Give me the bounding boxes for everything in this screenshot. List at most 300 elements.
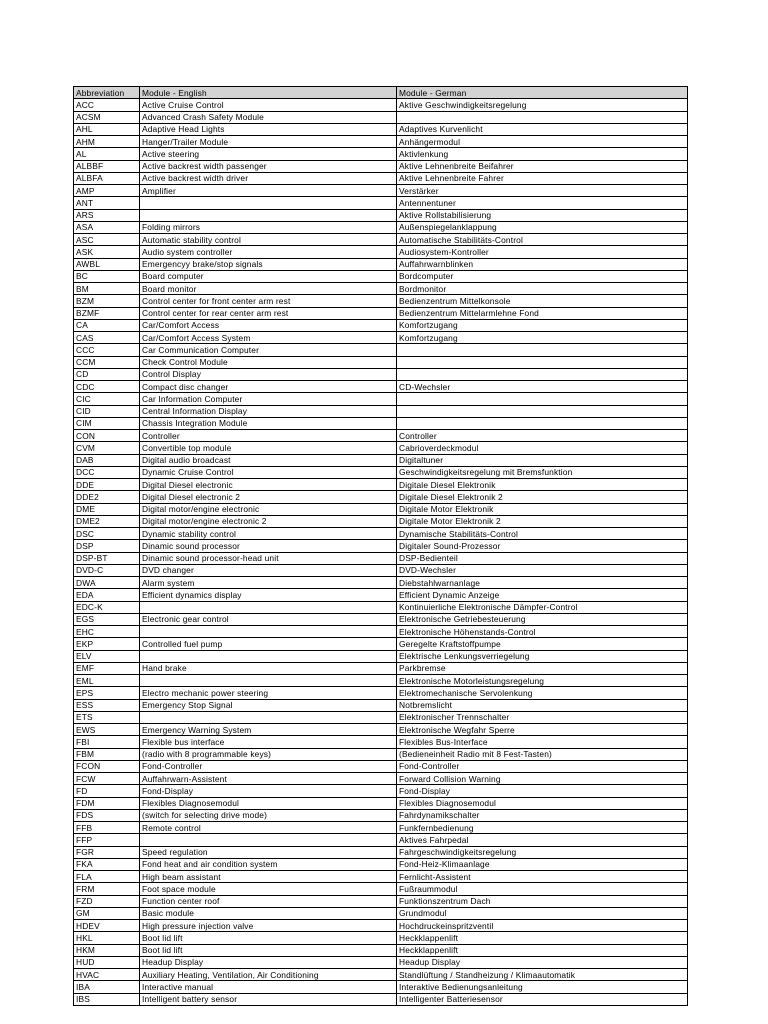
table-row: [74, 981, 688, 993]
cell-abbreviation: CON: [74, 430, 140, 442]
table-row: [74, 846, 688, 858]
cell-abbreviation: FDM: [74, 797, 140, 809]
table-row: [74, 368, 688, 380]
cell-module-english: Fond-Controller: [140, 760, 397, 772]
cell-module-german: Hochdruckeinspritzventil: [397, 920, 688, 932]
table-row: [74, 307, 688, 319]
table-row: [74, 172, 688, 184]
cell-module-english: Intelligent battery sensor: [140, 993, 397, 1005]
cell-module-english: Folding mirrors: [140, 221, 397, 233]
cell-module-german: Elektronischer Trennschalter: [397, 711, 688, 723]
cell-module-german: Antennentuner: [397, 197, 688, 209]
table-row: [74, 626, 688, 638]
cell-module-english: Dynamic stability control: [140, 528, 397, 540]
cell-module-english: [140, 675, 397, 687]
cell-module-german: Dynamische Stabilitäts-Control: [397, 528, 688, 540]
cell-module-german: [397, 417, 688, 429]
cell-module-german: Intelligenter Batteriesensor: [397, 993, 688, 1005]
cell-abbreviation: BC: [74, 270, 140, 282]
table-row: [74, 515, 688, 527]
cell-module-english: Check Control Module: [140, 356, 397, 368]
cell-abbreviation: AL: [74, 148, 140, 160]
table-row: [74, 136, 688, 148]
cell-module-english: Convertible top module: [140, 442, 397, 454]
cell-abbreviation: AHL: [74, 123, 140, 135]
cell-abbreviation: BZMF: [74, 307, 140, 319]
cell-module-german: DSP-Bedienteil: [397, 552, 688, 564]
header-abbreviation: Abbreviation: [74, 87, 140, 99]
cell-module-english: Audio system controller: [140, 246, 397, 258]
cell-module-english: Fond-Display: [140, 785, 397, 797]
cell-abbreviation: ALBFA: [74, 172, 140, 184]
cell-abbreviation: DWA: [74, 577, 140, 589]
table-row: [74, 920, 688, 932]
cell-module-english: Active Cruise Control: [140, 99, 397, 111]
cell-abbreviation: DSC: [74, 528, 140, 540]
cell-abbreviation: FBI: [74, 736, 140, 748]
cell-module-german: Geregelte Kraftstoffpumpe: [397, 638, 688, 650]
table-row: [74, 209, 688, 221]
cell-module-german: Adaptives Kurvenlicht: [397, 123, 688, 135]
cell-module-german: Grundmodul: [397, 907, 688, 919]
table-row: [74, 662, 688, 674]
table-row: [74, 577, 688, 589]
cell-module-english: [140, 197, 397, 209]
cell-module-english: Dinamic sound processor-head unit: [140, 552, 397, 564]
cell-abbreviation: DME2: [74, 515, 140, 527]
cell-module-english: Auffahrwarn-Assistent: [140, 773, 397, 785]
cell-abbreviation: DCC: [74, 466, 140, 478]
cell-module-english: Boot lid lift: [140, 932, 397, 944]
cell-module-german: Heckklappenlift: [397, 944, 688, 956]
cell-module-german: Geschwindigkeitsregelung mit Bremsfunktion: [397, 466, 688, 478]
table-row: [74, 160, 688, 172]
cell-module-german: Aktivlenkung: [397, 148, 688, 160]
cell-module-german: Notbremslicht: [397, 699, 688, 711]
cell-module-german: Elektronische Höhenstands-Control: [397, 626, 688, 638]
cell-module-german: Kontinuierliche Elektronische Dämpfer-Control: [397, 601, 688, 613]
cell-module-english: Active backrest width driver: [140, 172, 397, 184]
cell-module-german: Forward Collision Warning: [397, 773, 688, 785]
table-row: [74, 332, 688, 344]
cell-module-english: Digital motor/engine electronic 2: [140, 515, 397, 527]
table-row: [74, 197, 688, 209]
table-row: [74, 773, 688, 785]
cell-abbreviation: DDE2: [74, 491, 140, 503]
cell-module-english: Interactive manual: [140, 981, 397, 993]
cell-module-english: Flexible bus interface: [140, 736, 397, 748]
cell-abbreviation: AWBL: [74, 258, 140, 270]
table-row: [74, 834, 688, 846]
table-header: [74, 87, 688, 99]
cell-module-english: Fond heat and air condition system: [140, 858, 397, 870]
cell-module-german: DVD-Wechsler: [397, 564, 688, 576]
cell-module-english: Control center for rear center arm rest: [140, 307, 397, 319]
table-row: [74, 442, 688, 454]
cell-module-german: Heckklappenlift: [397, 932, 688, 944]
table-row: [74, 491, 688, 503]
cell-abbreviation: CCM: [74, 356, 140, 368]
cell-module-english: High beam assistant: [140, 871, 397, 883]
cell-module-german: Funkfernbedienung: [397, 822, 688, 834]
cell-abbreviation: DVD-C: [74, 564, 140, 576]
cell-module-english: Hand brake: [140, 662, 397, 674]
cell-module-german: Flexibles Diagnosemodul: [397, 797, 688, 809]
table-row: [74, 699, 688, 711]
cell-abbreviation: ETS: [74, 711, 140, 723]
table-row: [74, 356, 688, 368]
table-row: [74, 711, 688, 723]
cell-module-english: Car Communication Computer: [140, 344, 397, 356]
cell-abbreviation: ASK: [74, 246, 140, 258]
cell-module-german: Fahrgeschwindigkeitsregelung: [397, 846, 688, 858]
cell-abbreviation: EML: [74, 675, 140, 687]
cell-abbreviation: FRM: [74, 883, 140, 895]
table-row: [74, 956, 688, 968]
cell-module-german: Bordcomputer: [397, 270, 688, 282]
cell-module-german: Anhängermodul: [397, 136, 688, 148]
cell-module-english: Headup Display: [140, 956, 397, 968]
cell-module-german: Elektrische Lenkungsverriegelung: [397, 650, 688, 662]
table-row: [74, 234, 688, 246]
table-row: [74, 871, 688, 883]
cell-abbreviation: FDS: [74, 809, 140, 821]
table-row: [74, 185, 688, 197]
table-row: [74, 736, 688, 748]
cell-abbreviation: EGS: [74, 613, 140, 625]
table-row: [74, 270, 688, 282]
table-row: [74, 993, 688, 1005]
cell-module-english: Emergencyy brake/stop signals: [140, 258, 397, 270]
table-row: [74, 552, 688, 564]
table-row: [74, 613, 688, 625]
cell-abbreviation: DSP-BT: [74, 552, 140, 564]
cell-abbreviation: ALBBF: [74, 160, 140, 172]
cell-module-english: Car/Comfort Access System: [140, 332, 397, 344]
table-row: [74, 687, 688, 699]
cell-module-german: Digitale Motor Elektronik 2: [397, 515, 688, 527]
cell-abbreviation: FLA: [74, 871, 140, 883]
cell-module-german: Fond-Controller: [397, 760, 688, 772]
table-row: [74, 528, 688, 540]
cell-abbreviation: FCON: [74, 760, 140, 772]
cell-module-english: Dinamic sound processor: [140, 540, 397, 552]
cell-abbreviation: FZD: [74, 895, 140, 907]
cell-module-german: [397, 344, 688, 356]
table-row: [74, 785, 688, 797]
cell-module-english: Board monitor: [140, 283, 397, 295]
cell-module-german: Digitale Diesel Elektronik 2: [397, 491, 688, 503]
cell-module-english: Speed regulation: [140, 846, 397, 858]
cell-abbreviation: BM: [74, 283, 140, 295]
cell-module-english: Central Information Display: [140, 405, 397, 417]
table-row: [74, 295, 688, 307]
table-row: [74, 797, 688, 809]
cell-abbreviation: ACSM: [74, 111, 140, 123]
cell-abbreviation: IBA: [74, 981, 140, 993]
cell-module-german: Fond-Display: [397, 785, 688, 797]
cell-abbreviation: EKP: [74, 638, 140, 650]
cell-module-english: Digital Diesel electronic: [140, 479, 397, 491]
cell-abbreviation: EDA: [74, 589, 140, 601]
cell-module-german: Standlüftung / Standheizung / Klimaautomatik: [397, 969, 688, 981]
table-row: [74, 883, 688, 895]
table-row: [74, 381, 688, 393]
cell-module-english: Control Display: [140, 368, 397, 380]
cell-module-german: Elektronische Motorleistungsregelung: [397, 675, 688, 687]
table-row: [74, 895, 688, 907]
cell-module-english: [140, 650, 397, 662]
table-row: [74, 748, 688, 760]
cell-module-english: Function center roof: [140, 895, 397, 907]
cell-module-german: Elektromechanische Servolenkung: [397, 687, 688, 699]
cell-module-english: Car Information Computer: [140, 393, 397, 405]
table-row: [74, 111, 688, 123]
cell-module-german: Digitale Motor Elektronik: [397, 503, 688, 515]
table-row: [74, 430, 688, 442]
cell-abbreviation: ASC: [74, 234, 140, 246]
cell-module-english: Active backrest width passenger: [140, 160, 397, 172]
table-row: [74, 907, 688, 919]
cell-abbreviation: FKA: [74, 858, 140, 870]
table-row: [74, 564, 688, 576]
cell-module-german: Außenspiegelanklappung: [397, 221, 688, 233]
cell-abbreviation: HDEV: [74, 920, 140, 932]
cell-module-german: Diebstahlwarnanlage: [397, 577, 688, 589]
table-row: [74, 123, 688, 135]
table-row: [74, 319, 688, 331]
cell-abbreviation: EMF: [74, 662, 140, 674]
cell-module-german: Komfortzugang: [397, 319, 688, 331]
cell-abbreviation: GM: [74, 907, 140, 919]
cell-abbreviation: CID: [74, 405, 140, 417]
cell-module-english: [140, 711, 397, 723]
cell-module-english: High pressure injection valve: [140, 920, 397, 932]
cell-module-german: Interaktive Bedienungsanleitung: [397, 981, 688, 993]
cell-module-german: Aktive Lehnenbreite Fahrer: [397, 172, 688, 184]
cell-abbreviation: CIM: [74, 417, 140, 429]
table-row: [74, 540, 688, 552]
cell-module-english: Chassis Integration Module: [140, 417, 397, 429]
cell-module-german: Bedienzentrum Mittelkonsole: [397, 295, 688, 307]
cell-abbreviation: EDC-K: [74, 601, 140, 613]
cell-module-german: Fernlicht-Assistent: [397, 871, 688, 883]
cell-module-german: CD-Wechsler: [397, 381, 688, 393]
cell-module-english: Electronic gear control: [140, 613, 397, 625]
cell-module-english: (radio with 8 programmable keys): [140, 748, 397, 760]
cell-abbreviation: IBS: [74, 993, 140, 1005]
table-row: [74, 393, 688, 405]
cell-abbreviation: ACC: [74, 99, 140, 111]
cell-module-english: Active steering: [140, 148, 397, 160]
cell-module-english: Digital audio broadcast: [140, 454, 397, 466]
table-row: [74, 589, 688, 601]
cell-module-english: Amplifier: [140, 185, 397, 197]
table-row: [74, 148, 688, 160]
cell-module-english: Controller: [140, 430, 397, 442]
cell-abbreviation: CCC: [74, 344, 140, 356]
cell-abbreviation: ASA: [74, 221, 140, 233]
cell-module-german: Automatische Stabilitäts-Control: [397, 234, 688, 246]
cell-module-german: Audiosystem-Kontroller: [397, 246, 688, 258]
cell-module-english: Car/Comfort Access: [140, 319, 397, 331]
cell-module-english: Controlled fuel pump: [140, 638, 397, 650]
cell-module-english: Efficient dynamics display: [140, 589, 397, 601]
cell-abbreviation: DAB: [74, 454, 140, 466]
cell-abbreviation: HVAC: [74, 969, 140, 981]
cell-abbreviation: FFP: [74, 834, 140, 846]
cell-module-english: Adaptive Head Lights: [140, 123, 397, 135]
cell-module-english: Emergency Warning System: [140, 724, 397, 736]
cell-module-german: Bordmonitor: [397, 283, 688, 295]
cell-module-english: Digital Diesel electronic 2: [140, 491, 397, 503]
cell-module-german: Elektronische Getriebesteuerung: [397, 613, 688, 625]
cell-module-german: Controller: [397, 430, 688, 442]
cell-abbreviation: FGR: [74, 846, 140, 858]
cell-module-english: Board computer: [140, 270, 397, 282]
table-row: [74, 969, 688, 981]
table-row: [74, 283, 688, 295]
cell-abbreviation: CIC: [74, 393, 140, 405]
cell-module-german: Digitaltuner: [397, 454, 688, 466]
cell-module-english: [140, 626, 397, 638]
cell-abbreviation: AMP: [74, 185, 140, 197]
cell-module-english: Emergency Stop Signal: [140, 699, 397, 711]
cell-module-german: [397, 356, 688, 368]
cell-module-german: Verstärker: [397, 185, 688, 197]
table-row: [74, 479, 688, 491]
table-row: [74, 822, 688, 834]
table-row: [74, 246, 688, 258]
table-row: [74, 454, 688, 466]
cell-module-english: Flexibles Diagnosemodul: [140, 797, 397, 809]
cell-module-english: Remote control: [140, 822, 397, 834]
cell-module-german: Elektronische Wegfahr Sperre: [397, 724, 688, 736]
header-module-german: Module - German: [397, 87, 688, 99]
table-row: [74, 944, 688, 956]
cell-module-german: (Bedieneinheit Radio mit 8 Fest-Tasten): [397, 748, 688, 760]
cell-module-english: Auxiliary Heating, Ventilation, Air Conditioning: [140, 969, 397, 981]
cell-abbreviation: ARS: [74, 209, 140, 221]
table-row: [74, 221, 688, 233]
cell-module-german: Flexibles Bus-Interface: [397, 736, 688, 748]
cell-abbreviation: ELV: [74, 650, 140, 662]
cell-module-english: Control center for front center arm rest: [140, 295, 397, 307]
header-module-english: Module - English: [140, 87, 397, 99]
table-row: [74, 503, 688, 515]
cell-module-english: [140, 601, 397, 613]
cell-module-german: Fond-Heiz-Klimaanlage: [397, 858, 688, 870]
cell-module-german: Komfortzugang: [397, 332, 688, 344]
cell-module-english: Electro mechanic power steering: [140, 687, 397, 699]
cell-module-german: Aktive Geschwindigkeitsregelung: [397, 99, 688, 111]
cell-module-german: Cabrioverdeckmodul: [397, 442, 688, 454]
table-row: [74, 601, 688, 613]
cell-abbreviation: FFB: [74, 822, 140, 834]
cell-module-english: [140, 209, 397, 221]
cell-abbreviation: EWS: [74, 724, 140, 736]
table-row: [74, 417, 688, 429]
table-row: [74, 858, 688, 870]
cell-module-german: Parkbremse: [397, 662, 688, 674]
cell-abbreviation: ESS: [74, 699, 140, 711]
cell-abbreviation: AHM: [74, 136, 140, 148]
cell-module-english: Automatic stability control: [140, 234, 397, 246]
table-row: [74, 675, 688, 687]
cell-abbreviation: EPS: [74, 687, 140, 699]
cell-module-english: Basic module: [140, 907, 397, 919]
cell-abbreviation: CVM: [74, 442, 140, 454]
table-row: [74, 932, 688, 944]
table-row: [74, 405, 688, 417]
cell-module-german: Funktionszentrum Dach: [397, 895, 688, 907]
table-row: [74, 99, 688, 111]
cell-abbreviation: CAS: [74, 332, 140, 344]
cell-module-english: Foot space module: [140, 883, 397, 895]
table-body: [74, 99, 688, 1006]
cell-abbreviation: BZM: [74, 295, 140, 307]
cell-abbreviation: FCW: [74, 773, 140, 785]
cell-module-german: Aktives Fahrpedal: [397, 834, 688, 846]
cell-abbreviation: ANT: [74, 197, 140, 209]
cell-module-german: Efficient Dynamic Anzeige: [397, 589, 688, 601]
cell-module-german: Bedienzentrum Mittelarmlehne Fond: [397, 307, 688, 319]
cell-abbreviation: HKL: [74, 932, 140, 944]
table-row: [74, 650, 688, 662]
cell-module-english: Compact disc changer: [140, 381, 397, 393]
cell-module-german: [397, 111, 688, 123]
cell-module-german: [397, 405, 688, 417]
table-row: [74, 809, 688, 821]
cell-module-english: Dynamic Cruise Control: [140, 466, 397, 478]
cell-abbreviation: CD: [74, 368, 140, 380]
cell-module-english: (switch for selecting drive mode): [140, 809, 397, 821]
cell-module-english: DVD changer: [140, 564, 397, 576]
cell-module-german: Headup Display: [397, 956, 688, 968]
cell-module-english: Boot lid lift: [140, 944, 397, 956]
abbreviation-table: [73, 86, 688, 1006]
table-row: [74, 258, 688, 270]
cell-module-german: [397, 393, 688, 405]
cell-abbreviation: DME: [74, 503, 140, 515]
cell-abbreviation: HUD: [74, 956, 140, 968]
cell-module-english: Digital motor/engine electronic: [140, 503, 397, 515]
cell-abbreviation: DDE: [74, 479, 140, 491]
cell-module-german: Auffahrwarnblinken: [397, 258, 688, 270]
cell-module-english: Hanger/Trailer Module: [140, 136, 397, 148]
table-row: [74, 724, 688, 736]
cell-abbreviation: DSP: [74, 540, 140, 552]
table-row: [74, 466, 688, 478]
table-row: [74, 760, 688, 772]
header-row: [74, 87, 688, 99]
cell-module-german: Aktive Rollstabilisierung: [397, 209, 688, 221]
cell-module-english: Advanced Crash Safety Module: [140, 111, 397, 123]
cell-module-german: [397, 368, 688, 380]
cell-abbreviation: HKM: [74, 944, 140, 956]
cell-abbreviation: FBM: [74, 748, 140, 760]
cell-module-english: Alarm system: [140, 577, 397, 589]
cell-module-german: Digitaler Sound-Prozessor: [397, 540, 688, 552]
cell-module-german: Fahrdynamikschalter: [397, 809, 688, 821]
cell-module-german: Fußraummodul: [397, 883, 688, 895]
cell-abbreviation: FD: [74, 785, 140, 797]
cell-module-german: Digitale Diesel Elektronik: [397, 479, 688, 491]
cell-abbreviation: CDC: [74, 381, 140, 393]
cell-module-german: Aktive Lehnenbreite Beifahrer: [397, 160, 688, 172]
table-row: [74, 344, 688, 356]
cell-abbreviation: CA: [74, 319, 140, 331]
